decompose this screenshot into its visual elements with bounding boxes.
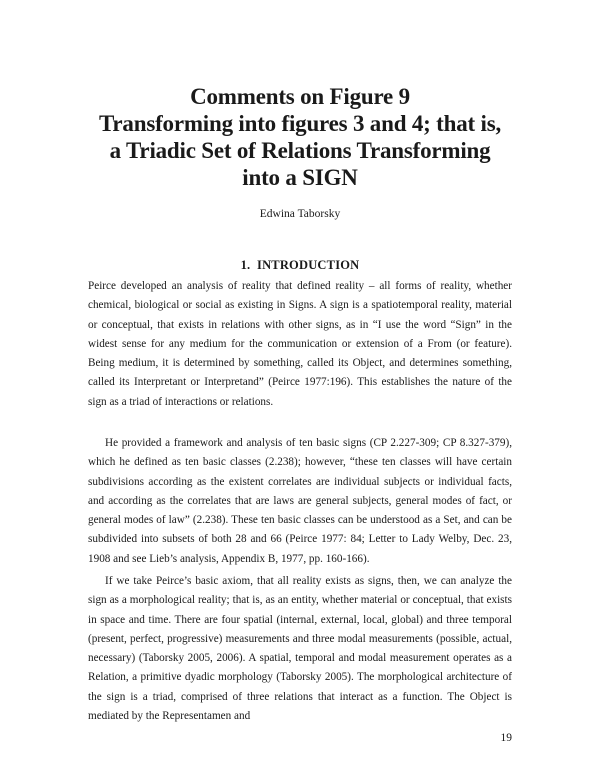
title-line: a Triadic Set of Relations Transforming [109,138,491,163]
title-line: Transforming into figures 3 and 4; that is, [98,111,502,136]
author-name: Edwina Taborsky [259,208,341,220]
page-number: 19 [500,732,512,744]
body-paragraph: If we take Peirce’s basic axiom, that all reality exists as signs, then, we can analyze the sign as a morphological reality; that is, as an entity, whether material or conceptual, that exists in space and time. There are four spatial (internal, external, local, global) and three temporal (present, perfect, progressive) measurements and three modal measurements (possible, actual, necessary) (Taborsky 2005, 2006). A spatial, temporal and modal measurement operates as a Relation, a primitive dyadic morphology (Taborsky 2005). The morphological architecture of the sign is a triad, comprised of three relations that interact as a function. The Object is mediated by the Representamen and [88,575,512,723]
section-number: 1. [240,258,251,272]
title-line: Comments on Figure 9 [190,84,410,109]
section-title: INTRODUCTION [257,258,360,272]
section-heading [0,258,600,273]
paper-title [60,83,540,191]
body-paragraph: He provided a framework and analysis of ten basic signs (CP 2.227-309; CP 8.327-379), which he defined as ten basic classes (2.238); however, “these ten classes will have certain subdivisions according as the existent correlates are individual subjects or individual facts, and according as the correlates that are laws are general subjects, general modes of fact, or general modes of law” (2.238). These ten basic classes can be understood as a Set, and can be subdivided into subsets of both 28 and 66 (Peirce 1977: 84; Letter to Lady Welby, Dec. 23, 1908 and see Lieb’s analysis, Appendix B, 1977, pp. 160-166). [88,437,512,565]
title-line: into a SIGN [242,165,358,190]
body-paragraph: Peirce developed an analysis of reality that defined reality – all forms of reality, whether chemical, biological or social as existing in Signs. A sign is a spatiotemporal reality, material or conceptual, that exists in relations with other signs, as in “I use the word “Sign” in the widest sense for any medium for the communication or extension of a From (or feature). Being medium, it is determined by something, called its Object, and determines something, called its Interpretant or Interpretand” (Peirce 1977:196). This establishes the nature of the sign as a triad of interactions or relations. [88,280,512,408]
